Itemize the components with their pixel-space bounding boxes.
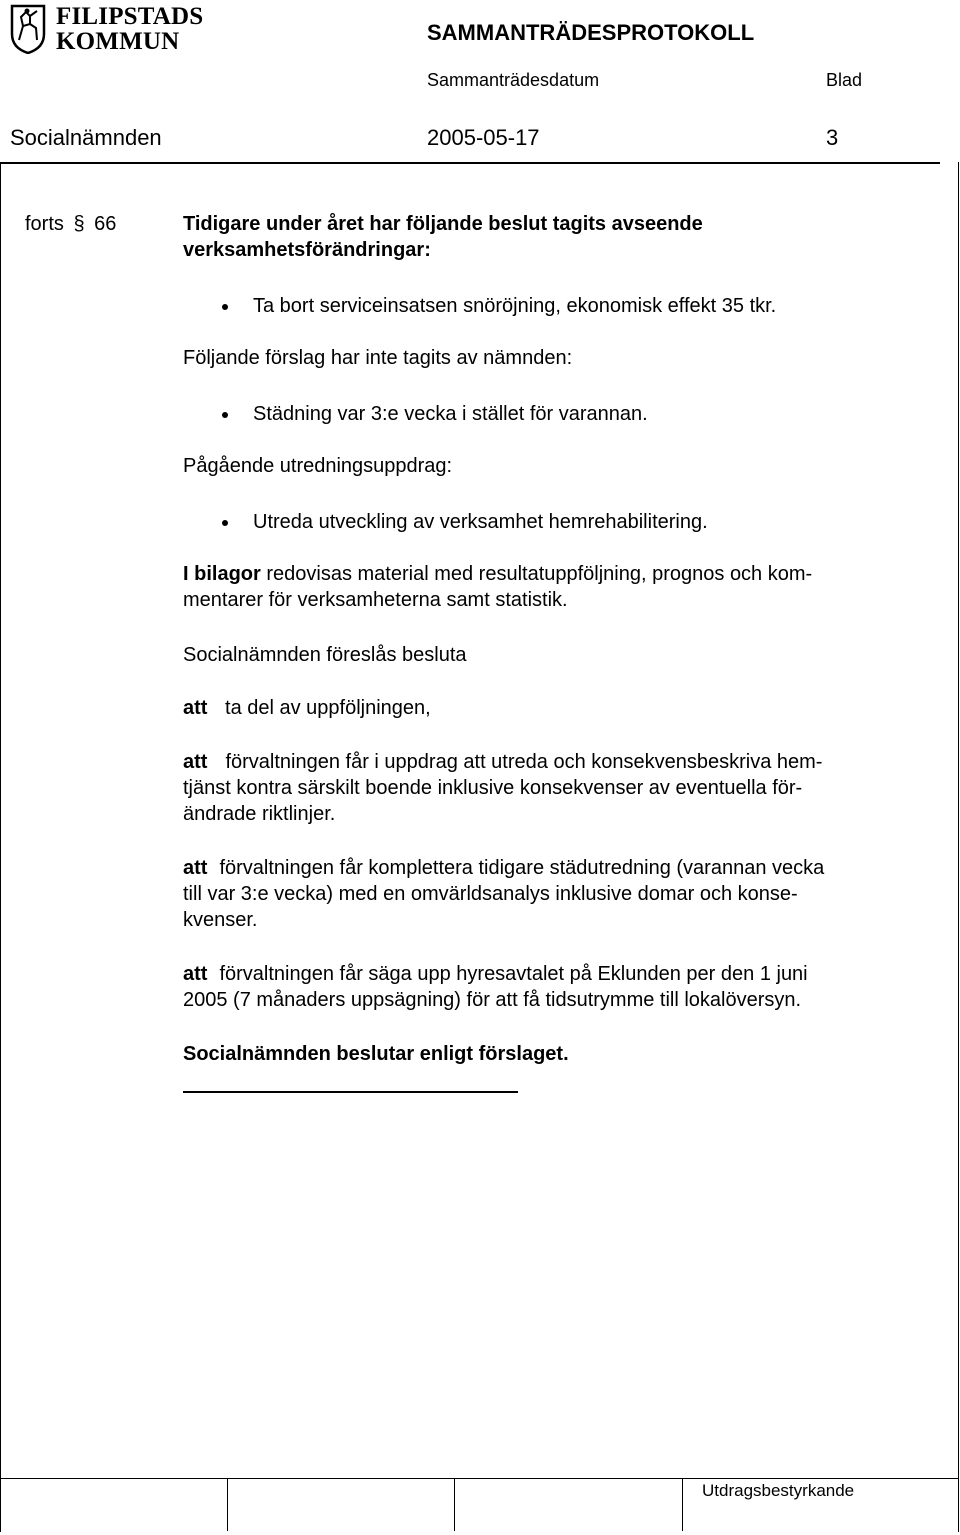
att-clause-text: tjänst kontra särskilt boende inklusive konsekvenser av eventuella för- — [183, 777, 803, 799]
att-label: att — [183, 963, 208, 985]
att-clause-text: ta del av uppföljningen, — [225, 697, 431, 719]
header-divider — [0, 162, 940, 164]
att-clause-4 — [183, 961, 808, 1013]
list-item-text: Utreda utveckling av verksamhet hemrehabilitering. — [253, 511, 708, 533]
bullet-icon — [222, 304, 228, 310]
att-label: att — [183, 751, 208, 773]
bullet-icon — [222, 520, 228, 526]
municipality-logo — [10, 4, 220, 56]
att-clause-3 — [183, 855, 824, 933]
certification-label: Utdragsbestyrkande — [702, 1481, 855, 1500]
section-heading — [183, 211, 703, 263]
page-number: 3 — [826, 125, 839, 150]
meeting-date-label: Sammanträdesdatum — [427, 70, 600, 90]
footer-box-divider — [454, 1478, 455, 1531]
not-taken-heading: Följande förslag har inte tagits av nämnden: — [183, 347, 573, 369]
logo-line-1: FILIPSTADS — [56, 3, 204, 30]
list-item-text: Ta bort serviceinsatsen snöröjning, ekonomisk effekt 35 tkr. — [253, 295, 777, 317]
logo-text — [56, 4, 203, 54]
left-margin-line — [0, 162, 1, 1532]
footer-box-divider — [682, 1478, 683, 1531]
ref-prefix: forts — [25, 213, 64, 235]
list-item — [0, 401, 940, 427]
coat-of-arms-icon — [10, 4, 46, 54]
att-clause-1 — [183, 695, 431, 721]
signature-line — [183, 1091, 518, 1093]
att-clause-text: till var 3:e vecka) med en omvärldsanalys inklusive domar och konse- — [183, 883, 798, 905]
section-heading-line-1: Tidigare under året har följande beslut tagits avseende — [183, 213, 703, 235]
proposal-heading: Socialnämnden föreslås besluta — [183, 644, 467, 666]
right-margin-line — [958, 162, 959, 1532]
footer-box-divider — [227, 1478, 228, 1531]
document-title: SAMMANTRÄDESPROTOKOLL — [427, 20, 755, 45]
att-clause-text: 2005 (7 månaders uppsägning) för att få tidsutrymme till lokalöversyn. — [183, 989, 802, 1011]
list-item-text: Städning var 3:e vecka i stället för varannan. — [253, 403, 648, 425]
att-clause-2 — [183, 749, 822, 827]
att-clause-text: förvaltningen får komplettera tidigare städutredning (varannan vecka — [219, 857, 825, 879]
att-label: att — [183, 697, 208, 719]
paragraph-reference — [25, 211, 116, 237]
committee-name: Socialnämnden — [10, 125, 162, 150]
att-clause-text: förvaltningen får säga upp hyresavtalet på Eklunden per den 1 juni — [219, 963, 808, 985]
att-label: att — [183, 857, 208, 879]
ongoing-heading: Pågående utredningsuppdrag: — [183, 455, 453, 477]
ref-symbol: § — [73, 213, 85, 235]
decision-statement: Socialnämnden beslutar enligt förslaget. — [183, 1043, 569, 1065]
attachments-text-2: mentarer för verksamheterna samt statistik. — [183, 589, 568, 611]
attachments-text-1: redovisas material med resultatuppföljning, prognos och kom- — [260, 563, 813, 585]
list-item — [0, 509, 940, 535]
att-clause-text: ändrade riktlinjer. — [183, 803, 336, 825]
ref-number: 66 — [94, 213, 117, 235]
page-label: Blad — [826, 70, 863, 90]
list-item — [0, 293, 940, 319]
attachments-lead: I bilagor — [183, 563, 261, 585]
section-heading-line-2: verksamhetsförändringar: — [183, 239, 431, 261]
attachments-paragraph — [183, 561, 812, 613]
bullet-icon — [222, 412, 228, 418]
meeting-date: 2005-05-17 — [427, 125, 540, 150]
att-clause-text: kvenser. — [183, 909, 258, 931]
logo-line-2: KOMMUN — [56, 28, 180, 55]
att-clause-text: förvaltningen får i uppdrag att utreda och konsekvensbeskriva hem- — [225, 751, 823, 773]
